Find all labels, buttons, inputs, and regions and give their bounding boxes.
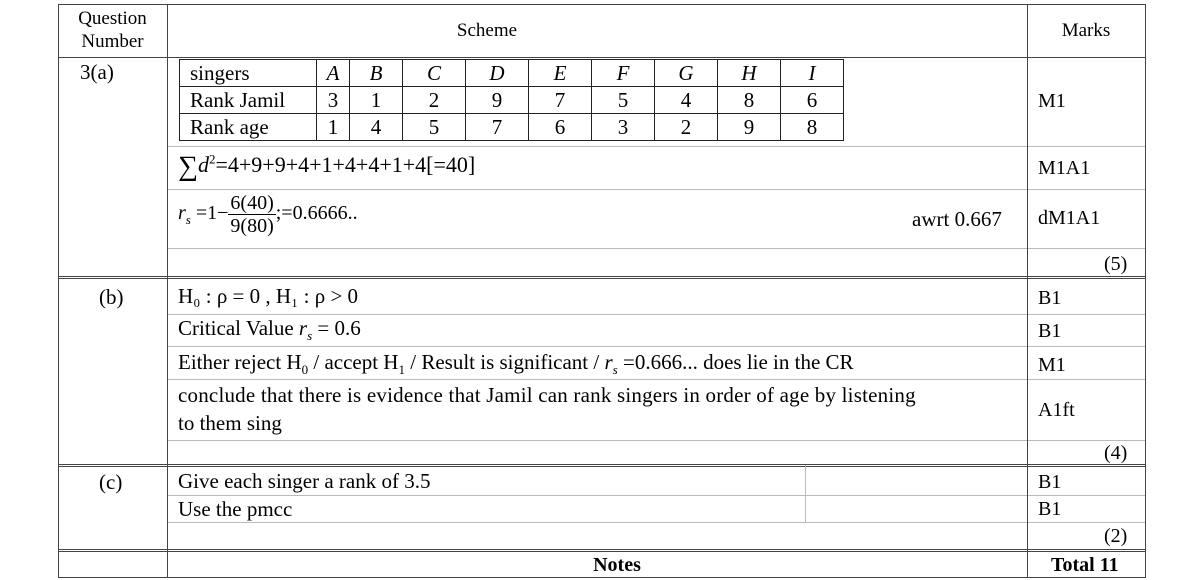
rule-right (1145, 4, 1146, 578)
critical-number: = 0.6 (312, 316, 361, 340)
reject-c: / Result is significant / (404, 350, 605, 374)
mark-b-2: B1 (1038, 320, 1062, 342)
header-question-number: Question Number (78, 8, 147, 52)
rule-col1 (167, 4, 168, 578)
reject-a: Either reject H (178, 350, 302, 374)
reject-line: Either reject $H_0$ / accept $H_1$ / Result is significant / $r_s =0.666$... does lie in the CR (178, 350, 854, 378)
singer-cell: C (403, 60, 466, 87)
singer-cell: D (466, 60, 529, 87)
rule-m-c-2 (1027, 522, 1145, 523)
rule-b-1 (167, 314, 1027, 315)
rank-jamil-cell: 7 (529, 87, 592, 114)
rank-jamil-cell: 3 (317, 87, 350, 114)
rule-c-2 (167, 522, 1027, 523)
rule-c-inner (805, 465, 806, 522)
reject-d: =0.666... does lie in the CR (617, 350, 854, 374)
rule-c-1 (167, 495, 1027, 496)
rule-b-3 (167, 379, 1027, 380)
table-row (180, 114, 844, 141)
rule-b-2 (167, 346, 1027, 347)
singer-cell: G (655, 60, 718, 87)
mark-c-2: B1 (1038, 498, 1062, 520)
sum-d-squared-text: =4+9+9+4+1+4+4+1+4[=40] (215, 152, 476, 177)
rs-numerator: 6(40) (230, 192, 274, 214)
awrt-note: awrt 0.667 (912, 207, 1002, 231)
rule-m-a-1 (1027, 146, 1145, 147)
rule-b-4 (167, 440, 1027, 441)
total-a: (5) (1104, 253, 1128, 275)
total-c: (2) (1104, 525, 1128, 547)
grand-total: Total 11 (1051, 554, 1119, 576)
rank-jamil-cell: 9 (466, 87, 529, 114)
rule-m-b-4 (1027, 440, 1145, 441)
row-label-rank-age: Rank age (180, 114, 317, 141)
rule-a-1 (167, 146, 1027, 147)
table-row (180, 87, 844, 114)
rank-jamil-cell: 1 (350, 87, 403, 114)
rs-prefix: =1− (195, 202, 229, 225)
rank-jamil-cell: 2 (403, 87, 466, 114)
rank-jamil-cell: 5 (592, 87, 655, 114)
rule-a-3 (167, 248, 1027, 249)
singer-cell: I (781, 60, 844, 87)
singer-cell: E (529, 60, 592, 87)
sum-d-squared: $\sum d^2=4+9+9+4+1+4+4+1+4[=40]$ (178, 151, 476, 182)
rank-age-cell: 2 (655, 114, 718, 141)
part-c-line-1: Give each singer a rank of 3.5 (178, 469, 431, 493)
part-c-label: (c) (99, 470, 123, 494)
rule-header-bottom (58, 57, 1145, 58)
rule-top (58, 4, 1145, 5)
rank-age-cell: 5 (403, 114, 466, 141)
rule-a-2 (167, 189, 1027, 190)
part-c-line-2: Use the pmcc (178, 497, 293, 521)
rank-age-cell: 9 (718, 114, 781, 141)
singer-cell: H (718, 60, 781, 87)
total-b: (4) (1104, 442, 1128, 464)
rs-denominator: 9(80) (230, 215, 274, 237)
mark-a-3: dM1A1 (1038, 207, 1101, 229)
rank-age-cell: 4 (350, 114, 403, 141)
rule-m-c-1 (1027, 495, 1145, 496)
rank-jamil-cell: 8 (718, 87, 781, 114)
rule-m-a-3 (1027, 248, 1145, 249)
reject-b: / accept H (308, 350, 399, 374)
rule-left (58, 4, 59, 578)
rule-m-b-3 (1027, 379, 1145, 380)
conclude-line-2: to them sing (178, 411, 282, 435)
row-label-rank-jamil: Rank Jamil (180, 87, 317, 114)
mark-b-4: A1ft (1038, 399, 1075, 421)
header-marks: Marks (1061, 20, 1111, 41)
rule-b-bottom (58, 464, 1145, 467)
rs-fraction (228, 192, 275, 237)
singer-cell: F (592, 60, 655, 87)
critical-prefix: Critical Value (178, 316, 299, 340)
singer-cell: A (317, 60, 350, 87)
rank-jamil-cell: 4 (655, 87, 718, 114)
rule-m-b-1 (1027, 314, 1145, 315)
part-b-label: (b) (99, 285, 124, 309)
rank-age-cell: 8 (781, 114, 844, 141)
hypotheses: H₀ : ρ = 0 , H₁ : ρ > 0 (178, 284, 359, 308)
rank-age-cell: 7 (466, 114, 529, 141)
rule-c-bottom (58, 549, 1145, 552)
rank-age-cell: 3 (592, 114, 655, 141)
rank-age-cell: 1 (317, 114, 350, 141)
rule-m-a-2 (1027, 189, 1145, 190)
singer-cell: B (350, 60, 403, 87)
mark-c-1: B1 (1038, 471, 1062, 493)
mark-a-1: M1 (1038, 90, 1066, 112)
mark-b-3: M1 (1038, 354, 1066, 376)
rank-jamil-cell: 6 (781, 87, 844, 114)
critical-value: Critical Value $r_s = 0.6$ (178, 316, 361, 344)
table-row (180, 60, 844, 87)
notes-heading: Notes (593, 554, 641, 576)
mark-a-2: M1A1 (1038, 157, 1091, 179)
rs-suffix: ;=0.6666.. (275, 202, 358, 225)
rs-formula: $r_s =1-$ $\frac{6(40)}{9(80)}$ ;=0.6666.. (178, 192, 358, 237)
part-a-label: 3(a) (80, 60, 114, 84)
rule-a-bottom (58, 276, 1145, 279)
conclude-line-1: conclude that there is evidence that Jamil can rank singers in order of age by listening (178, 383, 916, 407)
rule-col2 (1027, 4, 1028, 578)
rule-bottom (58, 577, 1145, 578)
row-label-singers: singers (180, 60, 317, 87)
rank-table (179, 59, 844, 141)
rank-age-cell: 6 (529, 114, 592, 141)
header-scheme: Scheme (456, 20, 518, 41)
mark-b-1: B1 (1038, 287, 1062, 309)
rule-m-b-2 (1027, 346, 1145, 347)
